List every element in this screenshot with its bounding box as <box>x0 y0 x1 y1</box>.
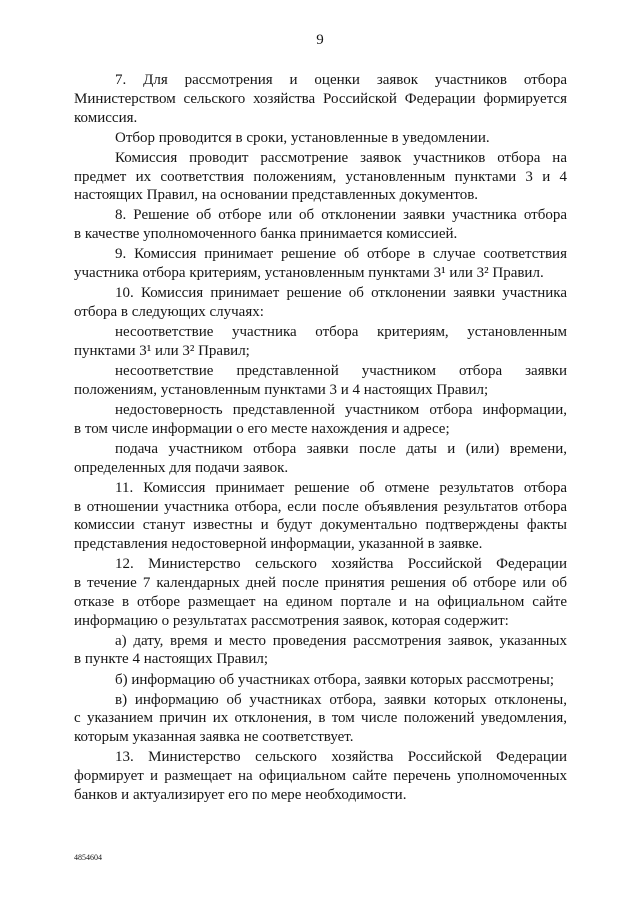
paragraph-clause-8 <box>74 206 567 244</box>
text-line: участника отбора критериям, установленным пунктами 3¹ или 3² Правил. <box>74 265 544 282</box>
text-line: Отбор проводится в сроки, установленные в уведомлении. <box>115 129 490 146</box>
text-line: б) информацию об участниках отбора, заявки которых рассмотрены; <box>115 671 555 688</box>
text-line: в отношении участника отбора, если после объявления результатов отбора <box>74 498 567 515</box>
paragraph-rejection-criteria <box>74 323 567 361</box>
text-line: комиссия. <box>74 109 138 126</box>
paragraph-clause-12-item-a <box>74 632 567 670</box>
text-line: информацию о результатах рассмотрения заявок, которая содержит: <box>74 612 509 629</box>
paragraph-rejection-nonconformity <box>74 362 567 400</box>
text-line: 9. Комиссия принимает решение об отборе в случае соответствия <box>115 246 567 263</box>
text-line: отказе в отборе размещает на едином портале и на официальном сайте <box>74 593 567 610</box>
paragraph-clause-13 <box>74 748 567 804</box>
text-line: Комиссия проводит рассмотрение заявок участников отбора на <box>115 149 567 166</box>
paragraph-selection-period <box>74 129 567 148</box>
text-line: несоответствие участника отбора критериям, установленным <box>115 324 567 341</box>
document-body <box>74 71 567 805</box>
text-line: 11. Комиссия принимает решение об отмене результатов отбора <box>115 479 567 496</box>
text-line: в пункте 4 настоящих Правил; <box>74 651 269 668</box>
text-line: недостоверность представленной участником отбора информации, <box>115 401 567 418</box>
paragraph-clause-11 <box>74 479 567 554</box>
text-line: с указанием причин их отклонения, в том числе положений уведомления, <box>74 710 567 727</box>
text-line: в том числе информации о его месте нахождения и адресе; <box>74 420 450 437</box>
text-line: в течение 7 календарных дней после принятия решения об отборе или об <box>74 574 567 591</box>
text-line: настоящих Правил, на основании представленных документов. <box>74 187 479 204</box>
paragraph-rejection-false-info <box>74 401 567 439</box>
text-line: банков и актуализирует его по мере необходимости. <box>74 786 407 803</box>
text-line: 13. Министерство сельского хозяйства Российской Федерации <box>115 749 567 766</box>
text-line: в качестве уполномоченного банка принимается комиссией. <box>74 226 458 243</box>
text-line: 10. Комиссия принимает решение об отклонении заявки участника <box>115 285 567 302</box>
text-line: определенных для подачи заявок. <box>74 459 289 476</box>
page-number: 9 <box>316 32 324 48</box>
document-code: 4854604 <box>74 853 102 862</box>
text-line: предмет их соответствия положениям, установленным пунктами 3 и 4 <box>74 168 567 185</box>
text-line: 12. Министерство сельского хозяйства Российской Федерации <box>115 556 567 573</box>
text-line: комиссии станут известны и будут документально подтверждены факты <box>74 517 567 534</box>
text-line: 7. Для рассмотрения и оценки заявок участников отбора <box>115 72 567 88</box>
text-line: формирует и размещает на официальном сайте перечень уполномоченных <box>74 768 567 785</box>
text-line: положениям, установленным пунктами 3 и 4 настоящих Правил; <box>74 381 489 398</box>
paragraph-clause-10 <box>74 284 567 322</box>
paragraph-clause-12-item-c <box>74 691 567 747</box>
paragraph-commission-review <box>74 149 567 205</box>
text-line: в) информацию об участниках отбора, заявки которых отклонены, <box>115 691 567 708</box>
paragraph-clause-9 <box>74 245 567 283</box>
text-line: пунктами 3¹ или 3² Правил; <box>74 342 250 359</box>
text-line: Министерством сельского хозяйства Российской Федерации формируется <box>74 90 567 107</box>
text-line: представления недостоверной информации, указанной в заявке. <box>74 536 483 553</box>
text-line: подача участником отбора заявки после даты и (или) времени, <box>115 440 567 457</box>
text-line: отбора в следующих случаях: <box>74 304 264 321</box>
text-line: которым указанная заявка не соответствует. <box>74 729 354 746</box>
paragraph-clause-12 <box>74 555 567 630</box>
text-line: несоответствие представленной участником отбора заявки <box>115 363 567 380</box>
paragraph-rejection-late-submission <box>74 440 567 478</box>
text-line: 8. Решение об отборе или об отклонении заявки участника отбора <box>115 207 567 224</box>
paragraph-clause-12-item-b <box>74 671 567 690</box>
paragraph-clause-7 <box>74 71 567 127</box>
text-line: а) дату, время и место проведения рассмотрения заявок, указанных <box>115 632 567 649</box>
